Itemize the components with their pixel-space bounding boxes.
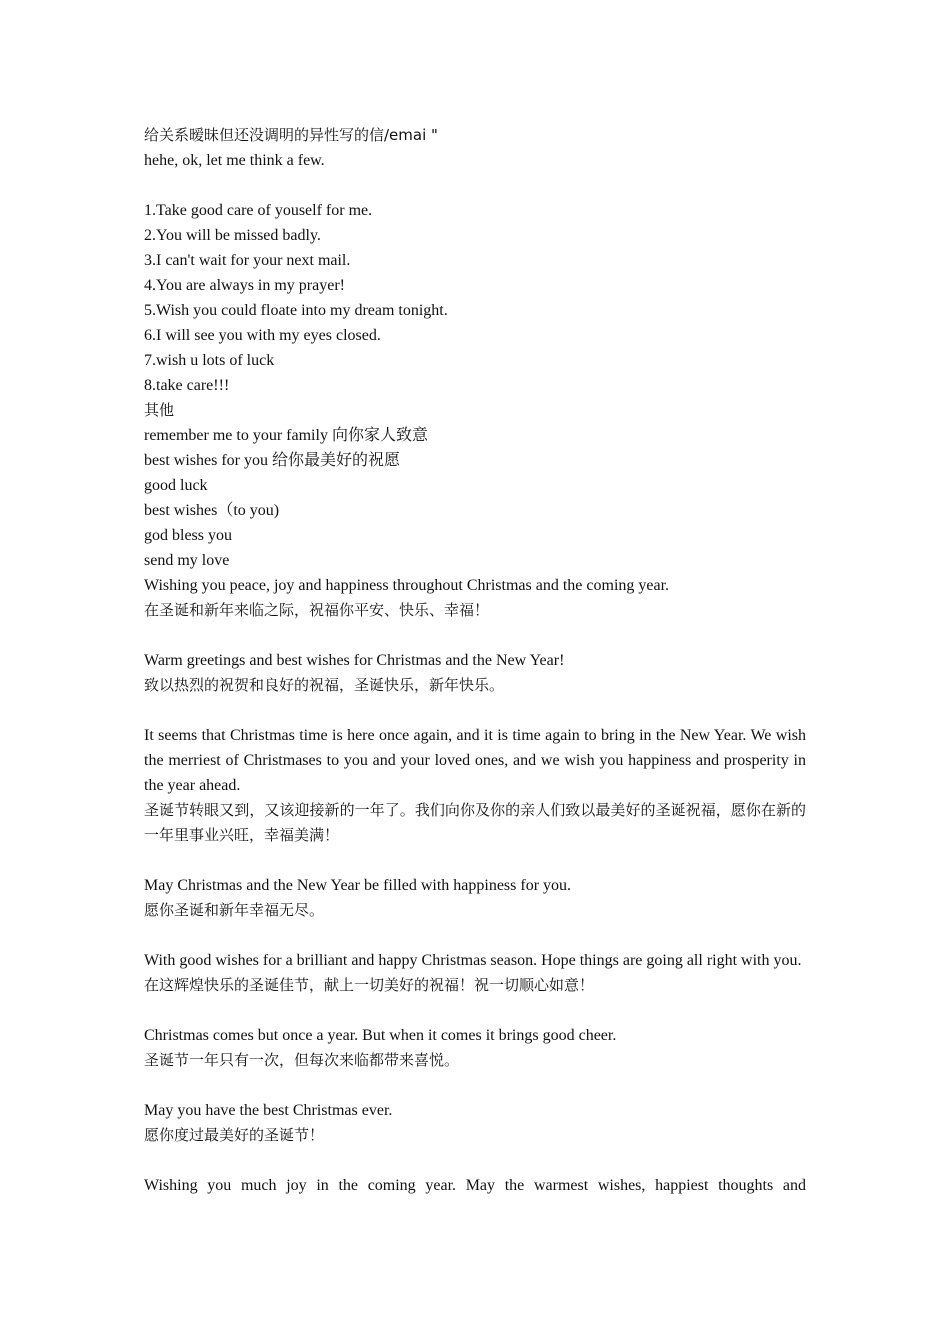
list-item: 4.You are always in my prayer! <box>144 277 345 294</box>
list-item: 2.You will be missed badly. <box>144 227 321 244</box>
other-phrases <box>144 423 806 573</box>
intro-line: hehe, ok, let me think a few. <box>144 152 325 169</box>
list-item: 5.Wish you could floate into my dream tonight. <box>144 302 448 319</box>
list-item: 3.I can't wait for your next mail. <box>144 252 351 269</box>
greeting-english: Wishing you peace, joy and happiness throughout Christmas and the coming year. <box>144 577 670 594</box>
phrase-item: send my love <box>144 552 230 569</box>
spacer <box>144 173 806 198</box>
greeting-block <box>144 573 806 623</box>
greeting-chinese: 在圣诞和新年来临之际，祝福你平安、快乐、幸福！ <box>144 601 490 619</box>
phrase-item: remember me to your family 向你家人致意 <box>144 427 428 444</box>
greeting-block <box>144 1023 806 1073</box>
spacer <box>144 998 806 1023</box>
greeting-chinese: 致以热烈的祝贺和良好的祝福，圣诞快乐，新年快乐。 <box>144 676 505 694</box>
greeting-chinese: 圣诞节一年只有一次，但每次来临都带来喜悦。 <box>144 1051 460 1069</box>
greeting-english: May you have the best Christmas ever. <box>144 1102 393 1119</box>
greeting-english: With good wishes for a brilliant and happy Christmas season. Hope things are going all right with you. <box>144 952 802 969</box>
greeting-chinese: 愿你度过最美好的圣诞节！ <box>144 1126 325 1144</box>
phrase-item: best wishes for you 给你最美好的祝愿 <box>144 452 400 469</box>
phrase-item: god bless you <box>144 527 232 544</box>
phrase-item: good luck <box>144 477 208 494</box>
phrase-item: best wishes（to you) <box>144 502 280 519</box>
greeting-chinese: 在这辉煌快乐的圣诞佳节，献上一切美好的祝福！祝一切顺心如意！ <box>144 976 595 994</box>
greeting-english: Christmas comes but once a year. But when it comes it brings good cheer. <box>144 1027 617 1044</box>
greeting-block <box>144 723 806 848</box>
greeting-chinese: 愿你圣诞和新年幸福无尽。 <box>144 901 325 919</box>
spacer <box>144 623 806 648</box>
list-item: 8.take care!!! <box>144 377 230 394</box>
greeting-english: Warm greetings and best wishes for Christmas and the New Year! <box>144 652 565 669</box>
list-item: 1.Take good care of youself for me. <box>144 202 373 219</box>
other-heading: 其他 <box>144 401 175 419</box>
numbered-list <box>144 198 806 398</box>
document-page <box>144 123 806 1198</box>
spacer <box>144 1148 806 1173</box>
greeting-english: May Christmas and the New Year be filled with happiness for you. <box>144 877 572 894</box>
list-item: 7.wish u lots of luck <box>144 352 275 369</box>
greeting-block <box>144 1098 806 1148</box>
greeting-english: It seems that Christmas time is here once again, and it is time again to bring in the New Year. We wish the merriest of Christmases to you and your loved ones, and we wish you happiness and prosperity in the year ahead. <box>144 727 806 794</box>
greeting-block <box>144 873 806 923</box>
spacer <box>144 698 806 723</box>
greeting-chinese: 圣诞节转眼又到，又该迎接新的一年了。我们向你及你的亲人们致以最美好的圣诞祝福，愿你在新的一年里事业兴旺，幸福美满！ <box>144 801 806 844</box>
greeting-block <box>144 648 806 698</box>
spacer <box>144 1073 806 1098</box>
spacer <box>144 848 806 873</box>
greeting-block <box>144 948 806 998</box>
document-title: 给关系暧昧但还没调明的异性写的信/emai " <box>144 126 438 144</box>
spacer <box>144 923 806 948</box>
list-item: 6.I will see you with my eyes closed. <box>144 327 381 344</box>
trailing-paragraph: Wishing you much joy in the coming year. May the warmest wishes, happiest thoughts and <box>144 1177 806 1194</box>
